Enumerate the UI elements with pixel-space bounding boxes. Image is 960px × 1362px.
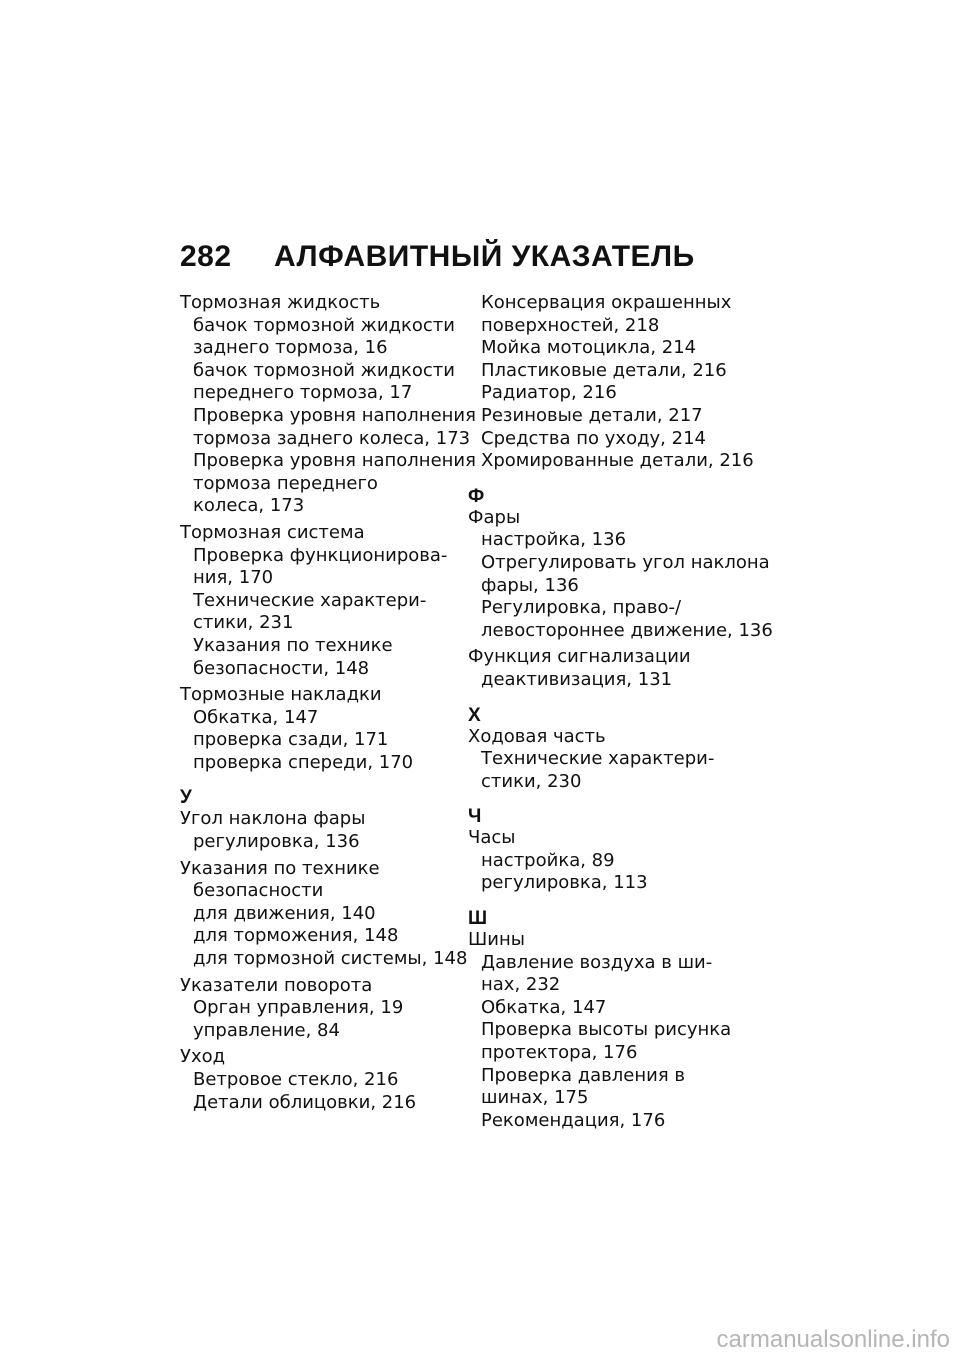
index-entry: Указатели поворота	[180, 974, 373, 996]
index-entry: Угол наклона фары	[180, 808, 366, 830]
index-subentry: колеса, 173	[193, 495, 305, 517]
index-section-letter: Ф	[468, 485, 485, 507]
index-subentry: переднего тормоза, 17	[193, 382, 413, 404]
index-subentry: регулировка, 113	[481, 872, 648, 894]
index-section-letter: Ш	[468, 908, 488, 930]
index-subentry: фары, 136	[481, 574, 579, 596]
index-subentry: настройка, 136	[481, 529, 627, 551]
index-subentry: Регулировка, право-/	[481, 597, 682, 619]
index-subentry: Консервация окрашенных	[481, 292, 732, 313]
index-subentry: проверка спереди, 170	[193, 751, 414, 773]
index-subentry: ния, 170	[193, 567, 274, 589]
index-subentry: протектора, 176	[481, 1042, 638, 1064]
index-subentry: Пластиковые детали, 216	[481, 359, 727, 381]
index-subentry: заднего тормоза, 16	[193, 337, 388, 359]
index-subentry: Указания по технике	[193, 634, 393, 656]
index-subentry: Технические характери-	[481, 748, 715, 770]
index-subentry: стики, 231	[193, 612, 294, 634]
index-entry: Указания по технике	[180, 857, 380, 879]
index-subentry: шинах, 175	[481, 1087, 589, 1109]
index-subentry: тормоза заднего колеса, 173	[193, 427, 471, 449]
index-entry: Часы	[468, 827, 516, 849]
index-entry: Фары	[468, 506, 521, 528]
index-subentry: Ветровое стекло, 216	[193, 1069, 399, 1090]
index-column-right	[468, 292, 773, 1132]
index-subentry: проверка сзади, 171	[193, 729, 389, 751]
index-subentry: стики, 230	[481, 770, 582, 792]
index-subentry: Отрегулировать угол наклона	[481, 551, 770, 573]
index-subentry: безопасности, 148	[193, 657, 370, 679]
index-subentry: бачок тормозной жидкости	[193, 314, 455, 336]
index-subentry: Проверка функционирова-	[193, 544, 448, 566]
index-entry: Ходовая часть	[468, 725, 606, 747]
index-subentry: Средства по уходу, 214	[481, 427, 706, 449]
index-subentry: настройка, 89	[481, 849, 615, 871]
index-subentry: регулировка, 136	[193, 831, 360, 853]
index-subentry: бачок тормозной жидкости	[193, 359, 455, 381]
index-subentry: Рекомендация, 176	[481, 1109, 666, 1131]
index-subentry: Технические характери-	[193, 589, 427, 611]
index-subentry: Проверка давления в	[481, 1064, 685, 1086]
index-section-letter: У	[180, 787, 192, 809]
index-subentry: безопасности	[193, 880, 324, 902]
index-entry: Тормозная система	[180, 521, 365, 543]
index-subentry: Проверка уровня наполнения	[193, 404, 476, 426]
index-subentry: деактивизация, 131	[481, 668, 673, 690]
index-section-letter: Х	[468, 704, 481, 726]
index-entry: Уход	[180, 1046, 226, 1068]
index-subentry: для тормозной системы, 148	[193, 948, 468, 970]
index-subentry: Радиатор, 216	[481, 382, 617, 404]
index-subentry: Орган управления, 19	[193, 997, 404, 1019]
index-subentry: Обкатка, 147	[481, 996, 607, 1018]
index-entry: Тормозная жидкость	[180, 292, 381, 313]
index-subentry: тормоза переднего	[193, 472, 378, 494]
index-subentry: управление, 84	[193, 1019, 340, 1041]
index-entry: Тормозные накладки	[180, 684, 382, 706]
index-subentry: нах, 232	[481, 974, 561, 996]
index-subentry: Проверка уровня наполнения	[193, 450, 476, 472]
index-subentry: Резиновые детали, 217	[481, 404, 703, 426]
index-subentry: Давление воздуха в ши-	[481, 951, 713, 973]
page-title: АЛФАВИТНЫЙ УКАЗАТЕЛЬ	[274, 240, 695, 273]
watermark-text: carmanualsonline.info	[716, 1326, 950, 1353]
index-subentry: Хромированные детали, 216	[481, 450, 754, 472]
index-entry: Шины	[468, 929, 525, 951]
index-subentry: Мойка мотоцикла, 214	[481, 337, 697, 359]
page-header	[180, 240, 695, 274]
index-subentry: для движения, 140	[193, 902, 376, 924]
page-number: 282	[180, 240, 232, 273]
index-subentry: левостороннее движение, 136	[481, 619, 773, 641]
index-column-left	[180, 292, 476, 1114]
index-subentry: для торможения, 148	[193, 925, 399, 947]
index-subentry: поверхностей, 218	[481, 314, 660, 336]
index-subentry: Обкатка, 147	[193, 706, 319, 728]
index-subentry: Проверка высоты рисунка	[481, 1019, 732, 1041]
index-subentry: Детали облицовки, 216	[193, 1091, 417, 1113]
index-entry: Функция сигнализации	[468, 646, 691, 668]
index-section-letter: Ч	[468, 806, 482, 828]
